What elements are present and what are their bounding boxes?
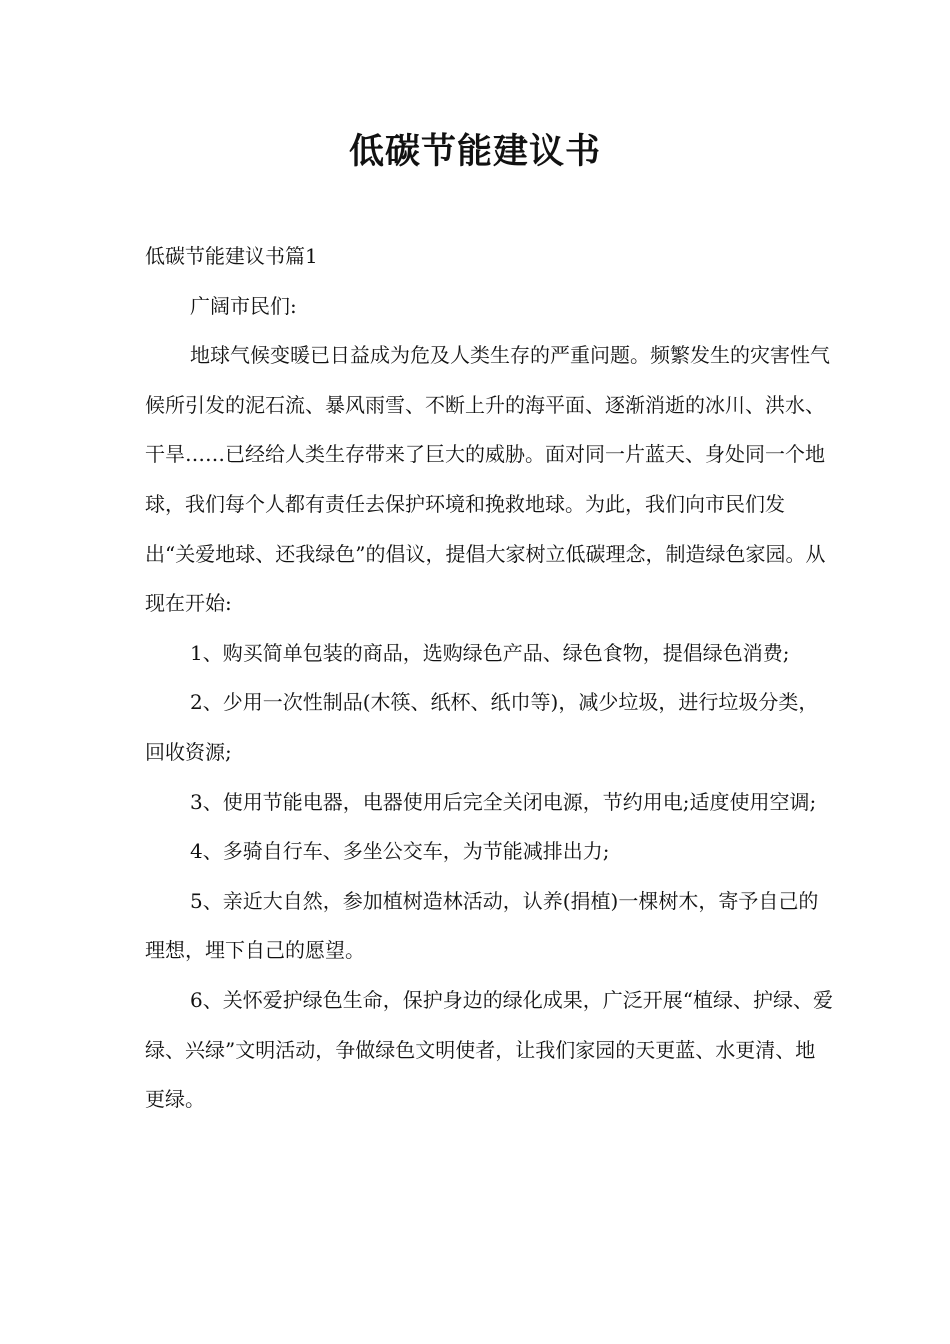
paragraph-item-5: 5、亲近大自然，参加植树造林活动，认养(捐植)一棵树木，寄予自己的理想，埋下自己的愿望。	[145, 888, 819, 963]
paragraph-item-3: 3、使用节能电器，电器使用后完全关闭电源，节约用电;适度使用空调;	[190, 789, 817, 814]
section-heading: 低碳节能建议书篇1	[145, 244, 318, 268]
paragraph-intro: 地球气候变暖已日益成为危及人类生存的严重问题。频繁发生的灾害性气候所引发的泥石流、暴风雨雪、不断上升的海平面、逐渐消逝的冰川、洪水、干旱……已经给人类生存带来了巨大的威胁。面对同一片蓝天、身处同一个地球，我们每个人都有责任去保护环境和挽救地球。为此，我们向市民们发出“关爱地球、还我绿色”的倡议，提倡大家树立低碳理念，制造绿色家园。从现在开始:	[145, 343, 830, 616]
paragraph-item-1: 1、购买简单包装的商品，选购绿色产品、绿色食物，提倡绿色消费;	[190, 640, 790, 665]
paragraph-item-6: 6、关怀爱护绿色生命，保护身边的绿化成果，广泛开展“植绿、护绿、爱绿、兴绿”文明活动，争做绿色文明使者，让我们家园的天更蓝、水更清、地更绿。	[145, 987, 833, 1112]
document-title: 低碳节能建议书	[348, 131, 601, 172]
paragraph-item-4: 4、多骑自行车、多坐公交车，为节能减排出力;	[190, 839, 610, 864]
document-body	[145, 232, 835, 1125]
salutation: 广阔市民们:	[190, 293, 297, 318]
paragraph-item-2: 2、少用一次性制品(木筷、纸杯、纸巾等)，减少垃圾，进行垃圾分类，回收资源;	[145, 690, 819, 764]
